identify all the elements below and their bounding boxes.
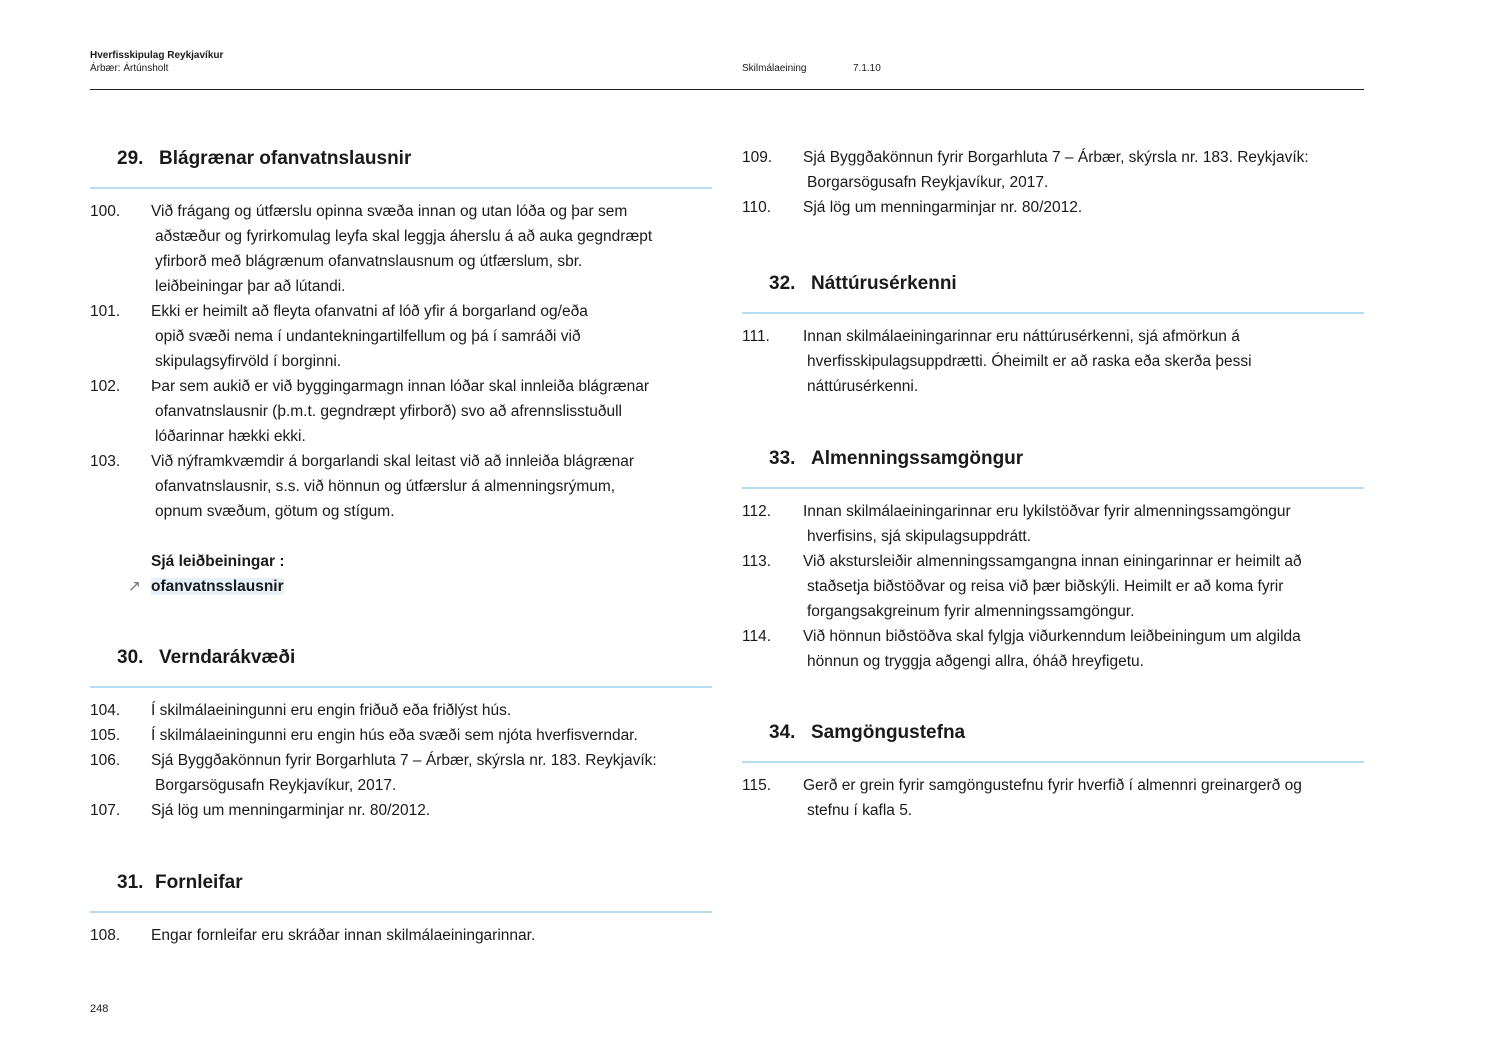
- item-list: [90, 913, 712, 948]
- item-line: [742, 649, 1364, 674]
- item-line: [90, 274, 712, 299]
- item-text: Borgarsögusafn Reykjavíkur, 2017.: [155, 776, 397, 794]
- item-line: [90, 424, 712, 449]
- item-line: [742, 599, 1364, 624]
- item-number: 101.: [90, 302, 121, 320]
- item-number: 112.: [742, 502, 772, 520]
- item-text: forgangsakgreinum fyrir almenningssamgöngur.: [807, 602, 1135, 620]
- guidelines-link[interactable]: ofanvatnsslausnir: [151, 577, 284, 595]
- item-line: [90, 199, 712, 224]
- heading-number: 32.: [769, 273, 796, 294]
- item-text: náttúrusérkenni.: [807, 377, 919, 395]
- numbered-item: [90, 748, 712, 798]
- item-line: [742, 773, 1364, 798]
- heading-number: 34.: [769, 722, 796, 743]
- numbered-item: [742, 145, 1364, 195]
- item-text: skipulagsyfirvöld í borginni.: [155, 352, 342, 370]
- item-list: [742, 489, 1364, 674]
- numbered-item: [742, 195, 1364, 220]
- heading-number: 31.: [117, 872, 144, 893]
- section-heading: [90, 869, 712, 897]
- section-32: [742, 270, 1364, 399]
- item-text: hverfisins, sjá skipulagsuppdrátt.: [807, 527, 1032, 545]
- heading-title: Samgöngustefna: [811, 722, 966, 743]
- item-text: Sjá Byggðakönnun fyrir Borgarhluta 7 – Árbær, skýrsla nr. 183. Reykjavík:: [803, 149, 1309, 166]
- item-text: staðsetja biðstöðvar og reisa við þær biðskýli. Heimilt er að koma fyrir: [807, 577, 1284, 595]
- item-line: [90, 449, 712, 474]
- numbered-item: [742, 549, 1364, 624]
- item-line: [742, 170, 1364, 195]
- item-number: 111.: [742, 327, 770, 345]
- item-line: [742, 624, 1364, 649]
- item-line: [742, 798, 1364, 823]
- item-list: [742, 135, 1364, 220]
- item-list: [90, 189, 712, 524]
- numbered-item: [742, 324, 1364, 399]
- item-line: [90, 299, 712, 324]
- item-number: 103.: [90, 452, 121, 470]
- item-line: [742, 524, 1364, 549]
- section-29: [90, 145, 712, 599]
- section-heading: [742, 719, 1364, 747]
- item-text: lóðarinnar hækki ekki.: [155, 427, 306, 445]
- item-number: 107.: [90, 801, 121, 819]
- item-text: ofanvatnslausnir (þ.m.t. gegndræpt yfirborð) svo að afrennslisstuðull: [155, 402, 622, 420]
- numbered-item: [742, 499, 1364, 549]
- item-number: 110.: [742, 199, 772, 216]
- heading-title: Almenningssamgöngur: [811, 448, 1024, 469]
- section-heading: [90, 145, 712, 173]
- page-number: 248: [90, 1003, 109, 1015]
- section-30: [90, 644, 712, 823]
- item-text: stefnu í kafla 5.: [807, 801, 913, 819]
- numbered-item: [90, 723, 712, 748]
- item-number: 114.: [742, 627, 772, 645]
- item-line: [90, 748, 712, 773]
- item-line: [90, 923, 712, 948]
- item-text: opnum svæðum, götum og stígum.: [155, 502, 395, 520]
- item-number: 115.: [742, 776, 772, 794]
- item-text: Innan skilmálaeiningarinnar eru náttúrusérkenni, sjá afmörkun á: [803, 327, 1240, 345]
- item-list: [90, 688, 712, 823]
- item-line: [742, 499, 1364, 524]
- document-subtitle: Árbær: Ártúnsholt: [90, 63, 169, 74]
- numbered-item: [90, 698, 712, 723]
- item-line: [742, 549, 1364, 574]
- heading-number: 30.: [117, 647, 144, 668]
- item-number: 102.: [90, 377, 121, 395]
- item-text: aðstæður og fyrirkomulag leyfa skal leggja áherslu á að auka gegndræpt: [155, 227, 653, 245]
- item-line: [90, 798, 712, 823]
- heading-title: Blágrænar ofanvatnslausnir: [159, 148, 412, 169]
- item-line: [90, 698, 712, 723]
- section-31: [90, 869, 712, 948]
- item-line: [90, 349, 712, 374]
- heading-title: Fornleifar: [155, 872, 243, 893]
- item-line: [742, 574, 1364, 599]
- section-34: [742, 719, 1364, 823]
- item-text: Ekki er heimilt að fleyta ofanvatni af lóð yfir á borgarland og/eða: [151, 302, 588, 320]
- section-30-continued: [742, 135, 1364, 220]
- item-line: [90, 324, 712, 349]
- section-heading: [742, 445, 1364, 473]
- heading-number: 33.: [769, 448, 796, 469]
- item-line: [742, 195, 1364, 220]
- item-text: opið svæði nema í undantekningartilfellum og þá í samráði við: [155, 327, 581, 345]
- numbered-item: [90, 798, 712, 823]
- item-text: Þar sem aukið er við byggingarmagn innan lóðar skal innleiða blágrænar: [151, 377, 650, 395]
- item-line: [90, 499, 712, 524]
- item-list: [742, 763, 1364, 823]
- item-text: Engar fornleifar eru skráðar innan skilmálaeiningarinnar.: [151, 926, 536, 944]
- document-title: Hverfisskipulag Reykjavíkur: [90, 50, 224, 61]
- section-heading: [90, 644, 712, 672]
- item-number: 113.: [742, 552, 772, 570]
- item-number: 108.: [90, 926, 121, 944]
- item-line: [742, 349, 1364, 374]
- item-text: Í skilmálaeiningunni eru engin hús eða svæði sem njóta hverfisverndar.: [151, 726, 638, 744]
- section-number: 7.1.10: [853, 63, 881, 74]
- item-text: Borgarsögusafn Reykjavíkur, 2017.: [807, 174, 1049, 191]
- item-text: Innan skilmálaeiningarinnar eru lykilstöðvar fyrir almenningssamgöngur: [803, 502, 1291, 520]
- item-text: hverfisskipulagsuppdrætti. Óheimilt er að raska eða skerða þessi: [807, 352, 1252, 370]
- item-line: [90, 474, 712, 499]
- numbered-item: [742, 624, 1364, 674]
- item-text: Í skilmálaeiningunni eru engin friðuð eða friðlýst hús.: [151, 701, 512, 719]
- item-text: Við frágang og útfærslu opinna svæða innan og utan lóða og þar sem: [151, 202, 628, 220]
- numbered-item: [742, 773, 1364, 823]
- numbered-item: [90, 199, 712, 299]
- heading-title: Verndarákvæði: [159, 647, 296, 668]
- item-text: yfirborð með blágrænum ofanvatnslausnum og útfærslum, sbr.: [155, 252, 583, 270]
- item-number: 104.: [90, 701, 121, 719]
- item-line: [90, 224, 712, 249]
- section-label: Skilmálaeining: [742, 63, 807, 74]
- item-line: [90, 773, 712, 798]
- item-text: Gerð er grein fyrir samgöngustefnu fyrir hverfið í almennri greinargerð og: [803, 776, 1302, 794]
- numbered-item: [90, 374, 712, 449]
- item-number: 100.: [90, 202, 121, 220]
- item-text: Við nýframkvæmdir á borgarlandi skal leitast við að innleiða blágrænar: [151, 452, 635, 470]
- header-divider: [90, 89, 1364, 90]
- numbered-item: [90, 923, 712, 948]
- item-text: ofanvatnslausnir, s.s. við hönnun og útfærslur á almenningsrýmum,: [155, 477, 616, 495]
- guidelines-link-row[interactable]: [90, 574, 712, 599]
- item-line: [742, 324, 1364, 349]
- item-text: Sjá lög um menningarminjar nr. 80/2012.: [151, 801, 431, 819]
- external-link-arrow-icon: ↗: [128, 577, 141, 595]
- item-line: [742, 145, 1364, 170]
- section-heading: [742, 270, 1364, 298]
- item-text: Sjá lög um menningarminjar nr. 80/2012.: [803, 199, 1083, 216]
- guidelines-label: Sjá leiðbeiningar :: [151, 552, 285, 570]
- item-line: [90, 249, 712, 274]
- heading-title: Náttúrusérkenni: [811, 273, 957, 294]
- item-line: [742, 374, 1364, 399]
- numbered-item: [90, 449, 712, 524]
- item-number: 109.: [742, 149, 773, 166]
- item-number: 106.: [90, 751, 121, 769]
- item-text: leiðbeiningar þar að lútandi.: [155, 277, 346, 295]
- item-number: 105.: [90, 726, 121, 744]
- item-text: Sjá Byggðakönnun fyrir Borgarhluta 7 – Árbær, skýrsla nr. 183. Reykjavík:: [151, 751, 657, 769]
- heading-number: 29.: [117, 148, 144, 169]
- item-line: [90, 399, 712, 424]
- item-line: [90, 374, 712, 399]
- item-text: hönnun og tryggja aðgengi allra, óháð hreyfigetu.: [807, 652, 1144, 670]
- numbered-item: [90, 299, 712, 374]
- item-text: Við hönnun biðstöðva skal fylgja viðurkenndum leiðbeiningum um algilda: [803, 627, 1301, 645]
- item-line: [90, 723, 712, 748]
- item-list: [742, 314, 1364, 399]
- section-33: [742, 445, 1364, 674]
- item-text: Við akstursleiðir almenningssamgangna innan einingarinnar er heimilt að: [803, 552, 1302, 570]
